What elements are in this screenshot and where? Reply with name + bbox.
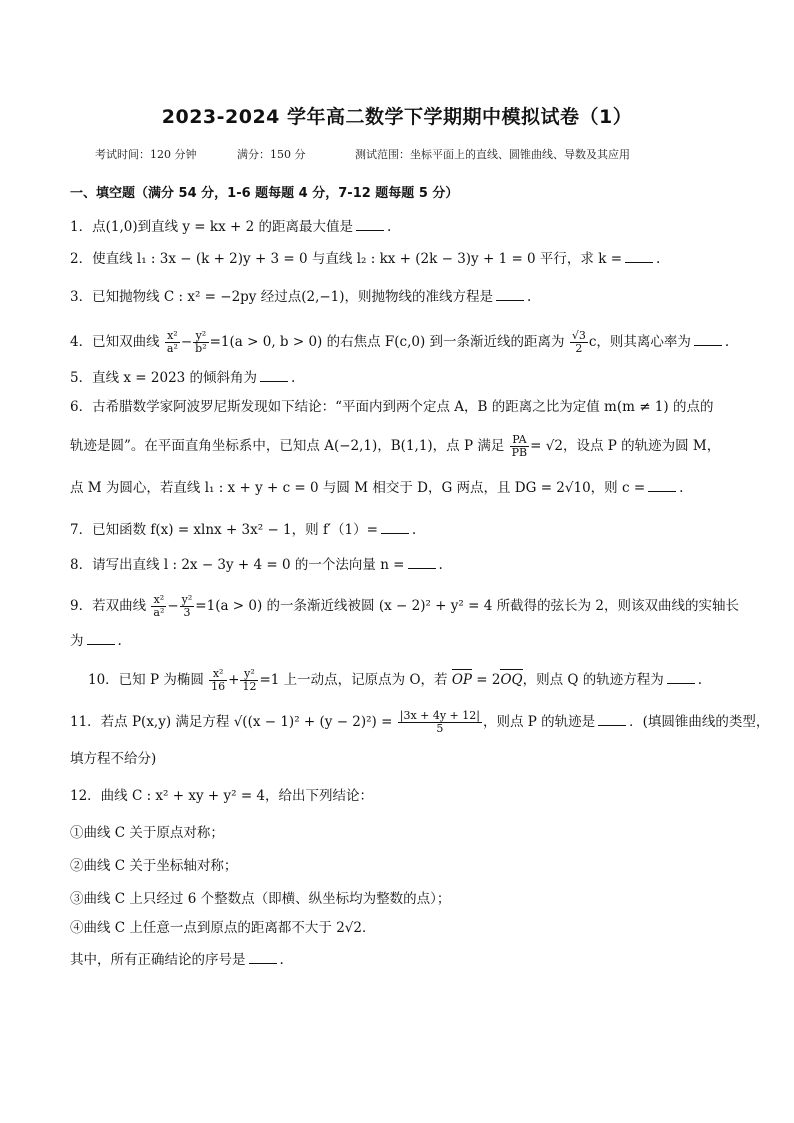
section-heading: 一、填空题（满分 54 分，1-6 题每题 4 分，7-12 题每题 5 分）: [70, 186, 459, 201]
question-2: 2．使直线 l₁ : 3x − (k + 2)y + 3 = 0 与直线 l₂ : kx + (2k − 3)y + 1 = 0 平行，求 k = .: [70, 251, 661, 267]
question-6-line-1: 6．古希腊数学家阿波罗尼斯发现如下结论：“平面内到两个定点 A，B 的距离之比为定值 m(m ≠ 1) 的点的: [70, 399, 714, 415]
exam-score: 满分：150 分: [237, 148, 306, 161]
page-title: 2023-2024 学年高二数学下学期期中模拟试卷（1）: [161, 106, 633, 128]
answer-blank: [694, 333, 722, 346]
question-9-line-1: 9．若双曲线 $\frac{\text{x²}}{\text{a²}}$ − $\frac{\text{y²}}{3}$ =1(a > 0) 的一条渐近线被圆 (x − 2)² + y² = 4 所截得的弦长为 2，则该双曲线的实轴长: [70, 593, 739, 619]
answer-blank: [648, 479, 676, 492]
exam-scope: 测试范围：坐标平面上的直线、圆锥曲线、导数及其应用: [355, 148, 630, 161]
conclusion-2: ②曲线 C 关于坐标轴对称；: [70, 858, 238, 874]
question-11-line-1: 11．若点 P(x,y) 满足方程 √((x − 1)² + (y − 2)²) = $\frac{|3x + 4y + 12|}{5}$ ，则点 P 的轨迹是 ．(填圆锥曲线的类型，: [70, 709, 770, 735]
fraction: $\frac{\text{y²}}{\text{b²}}$: [195, 329, 207, 355]
fraction: $\frac{\text{y²}}{12}$: [242, 667, 257, 693]
fraction: $\frac{|3x + 4y + 12|}{5}$: [399, 709, 480, 735]
answer-blank: [260, 369, 288, 382]
question-11-line-2: 填方程不给分): [70, 751, 157, 767]
answer-blank: [598, 713, 626, 726]
answer-blank: [625, 250, 653, 263]
fraction: $\frac{\text{x²}}{\text{a²}}$: [166, 329, 178, 355]
conclusion-4: ④曲线 C 上任意一点到原点的距离都不大于 2√2．: [70, 920, 376, 936]
answer-blank: [408, 556, 436, 569]
answer-blank: [496, 288, 524, 301]
answer-blank: [249, 951, 277, 964]
question-8: 8．请写出直线 l : 2x − 3y + 4 = 0 的一个法向量 n = .: [70, 557, 443, 573]
question-4: 4．已知双曲线 $\frac{\text{x²}}{\text{a²}}$ − $\frac{\text{y²}}{\text{b²}}$ =1(a > 0, b > 0) 的右焦点 F(c,0) 到一条渐近线的距离为 $\frac{√3}{2}$ c，则其离心率为 .: [70, 329, 730, 355]
fraction: $\frac{PA}{PB}$: [511, 433, 528, 459]
conclusion-3: ③曲线 C 上只经过 6 个整数点（即横、纵坐标均为整数的点）；: [70, 891, 451, 907]
question-12: 12．曲线 C : x² + xy + y² = 4，给出下列结论：: [70, 788, 374, 804]
answer-blank: [667, 671, 695, 684]
fraction: $\frac{\text{x²}}{\text{a²}}$: [153, 593, 165, 619]
exam-time: 考试时间：120 分钟: [95, 148, 197, 161]
question-7: 7．已知函数 f(x) = xlnx + 3x² − 1，则 f′（1）= .: [70, 522, 417, 538]
vector-oq: OQ: [500, 672, 523, 688]
fraction: $\frac{\text{x²}}{16}$: [211, 667, 226, 693]
question-6-line-2: 轨迹是圆”。在平面直角坐标系中，已知点 A(−2,1)，B(1,1)，点 P 满足 $\frac{PA}{PB}$ = √2，设点 P 的轨迹为圆 M，: [70, 433, 721, 459]
answer-blank: [356, 218, 384, 231]
answer-blank: [87, 632, 115, 645]
question-5: 5．直线 x = 2023 的倾斜角为 .: [70, 370, 296, 386]
question-3: 3．已知抛物线 C : x² = −2py 经过点(2,−1)，则抛物线的准线方程是 .: [70, 289, 532, 305]
vector-op: OP: [451, 672, 472, 688]
final-question: 其中，所有正确结论的序号是 .: [70, 952, 284, 968]
question-10: 10．已知 P 为椭圆 $\frac{\text{x²}}{16}$ + $\frac{\text{y²}}{12}$ =1 上一动点，记原点为 O，若 OP = 2OQ，则点 Q 的轨迹方程为 .: [88, 667, 703, 693]
conclusion-1: ①曲线 C 关于原点对称；: [70, 825, 224, 841]
fraction: $\frac{\text{y²}}{3}$: [181, 593, 193, 619]
question-6-line-3: 点 M 为圆心，若直线 l₁ : x + y + c = 0 与圆 M 相交于 D，G 两点，且 DG = 2√10，则 c = .: [70, 480, 684, 496]
fraction: $\frac{√3}{2}$: [571, 329, 586, 355]
question-9-line-2: 为 .: [70, 633, 122, 649]
question-1: 1．点(1,0)到直线 y = kx + 2 的距离最大值是 .: [70, 219, 392, 235]
answer-blank: [381, 521, 409, 534]
